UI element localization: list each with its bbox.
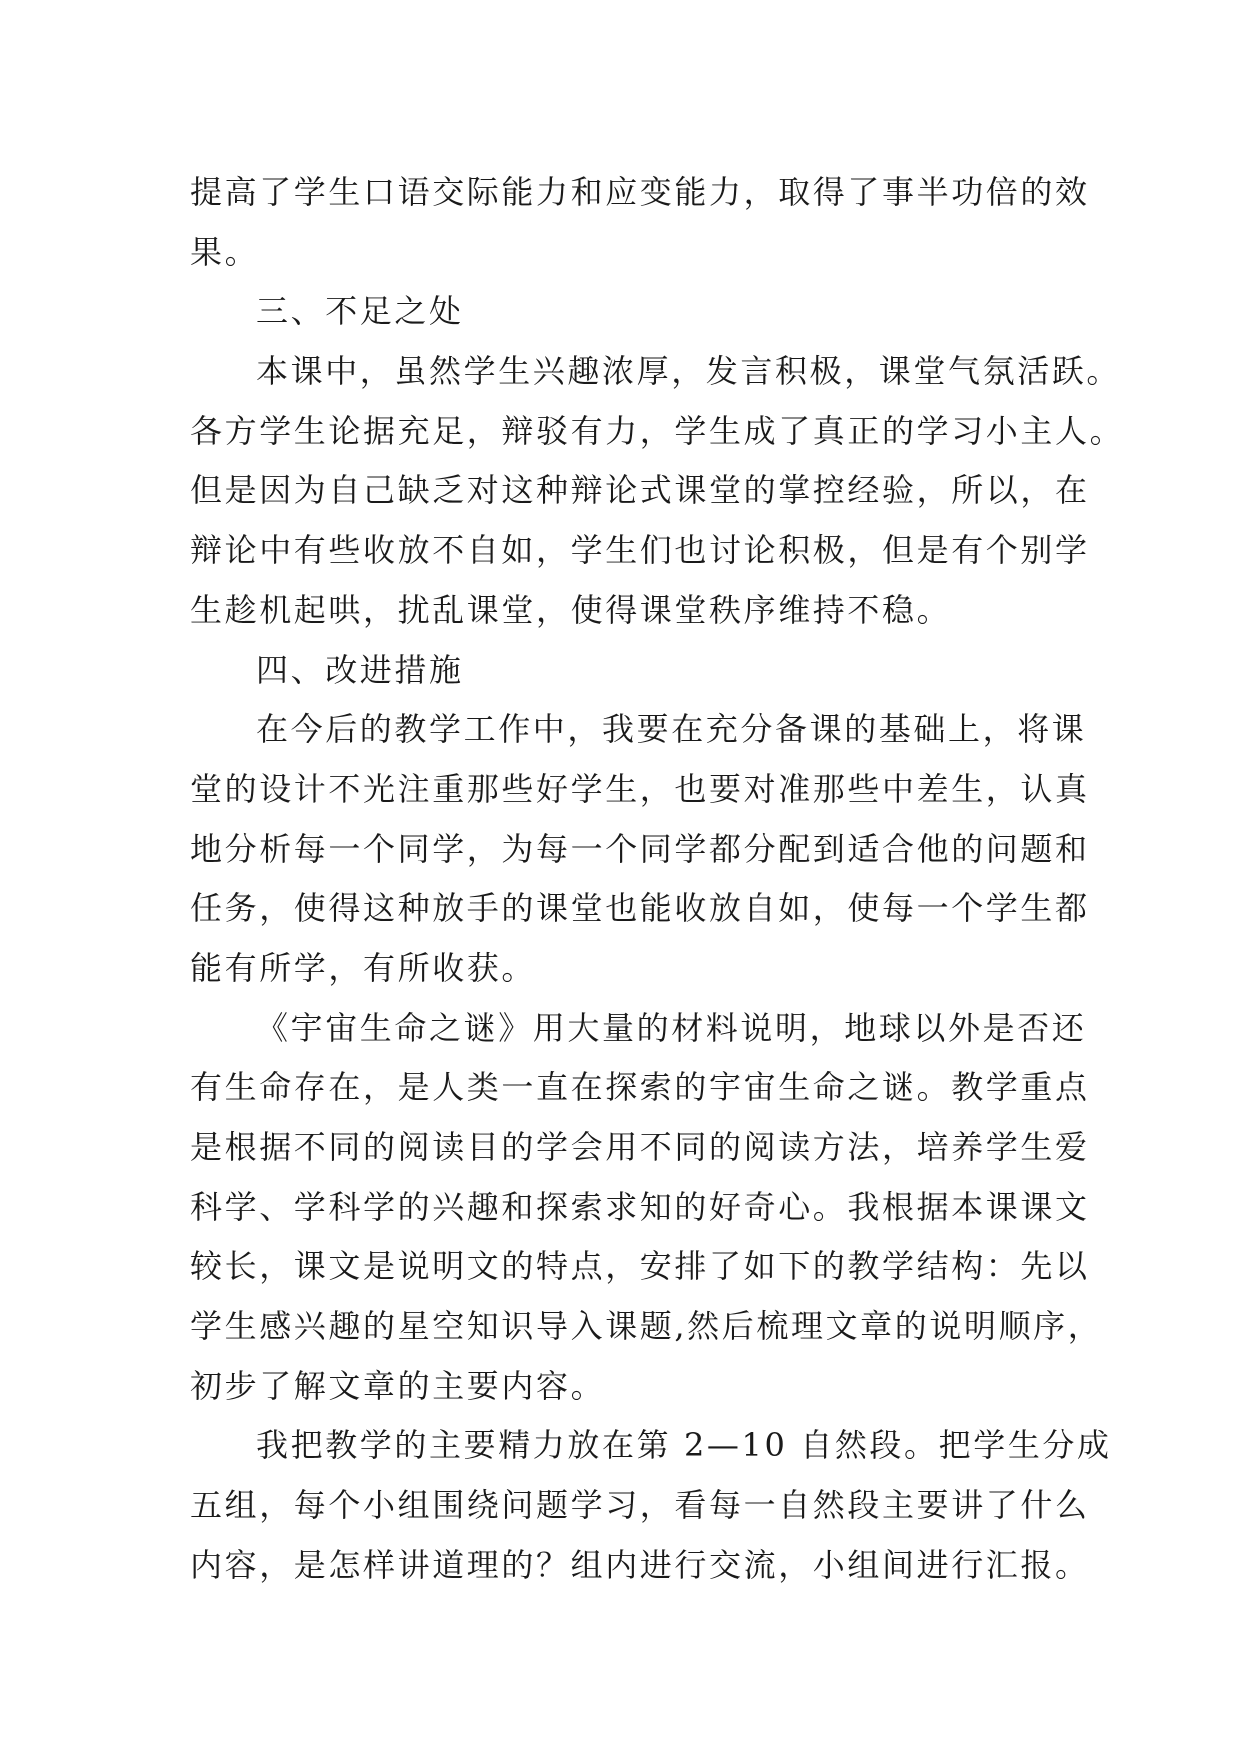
text-line: 《宇宙生命之谜》用大量的材料说明，地球以外是否还 xyxy=(256,1008,1087,1047)
section-heading: 三、不足之处 xyxy=(256,292,464,331)
text-line: 任务，使得这种放手的课堂也能收放自如，使每一个学生都 xyxy=(190,889,1090,928)
text-line: 能有所学，有所收获。 xyxy=(190,948,537,987)
text-line: 本课中，虽然学生兴趣浓厚，发言积极，课堂气氛活跃。 xyxy=(256,352,1122,391)
text-line: 初步了解文章的主要内容。 xyxy=(190,1366,606,1405)
text-line: 五组，每个小组围绕问题学习，看每一自然段主要讲了什么 xyxy=(190,1486,1090,1525)
text-line: 有生命存在，是人类一直在探索的宇宙生命之谜。教学重点 xyxy=(190,1068,1090,1107)
text-line: 科学、学科学的兴趣和探索求知的好奇心。我根据本课课文 xyxy=(190,1187,1090,1226)
text-line: 我把教学的主要精力放在第 2—10 自然段。把学生分成 xyxy=(256,1426,1112,1465)
section-heading: 四、改进措施 xyxy=(256,650,464,689)
text-line: 内容，是怎样讲道理的？组内进行交流，小组间进行汇报。 xyxy=(190,1545,1090,1584)
text-line: 果。 xyxy=(190,232,260,271)
text-line: 生趁机起哄，扰乱课堂，使得课堂秩序维持不稳。 xyxy=(190,590,952,629)
text-line: 各方学生论据充足，辩驳有力，学生成了真正的学习小主人。 xyxy=(190,411,1125,450)
text-line: 提高了学生口语交际能力和应变能力，取得了事半功倍的效 xyxy=(190,173,1090,211)
text-line: 堂的设计不光注重那些好学生，也要对准那些中差生，认真 xyxy=(190,769,1090,808)
text-line: 在今后的教学工作中，我要在充分备课的基础上，将课 xyxy=(256,710,1087,749)
text-line: 学生感兴趣的星空知识导入课题,然后梳理文章的说明顺序， xyxy=(190,1307,1103,1346)
document-body xyxy=(190,163,1125,1596)
text-line: 但是因为自己缺乏对这种辩论式课堂的掌控经验，所以，在 xyxy=(190,471,1090,510)
text-line: 是根据不同的阅读目的学会用不同的阅读方法，培养学生爱 xyxy=(190,1128,1090,1166)
text-line: 地分析每一个同学，为每一个同学都分配到适合他的问题和 xyxy=(190,829,1090,868)
text-line: 较长，课文是说明文的特点，安排了如下的教学结构：先以 xyxy=(190,1247,1090,1286)
text-line: 辩论中有些收放不自如，学生们也讨论积极，但是有个别学 xyxy=(190,531,1090,570)
